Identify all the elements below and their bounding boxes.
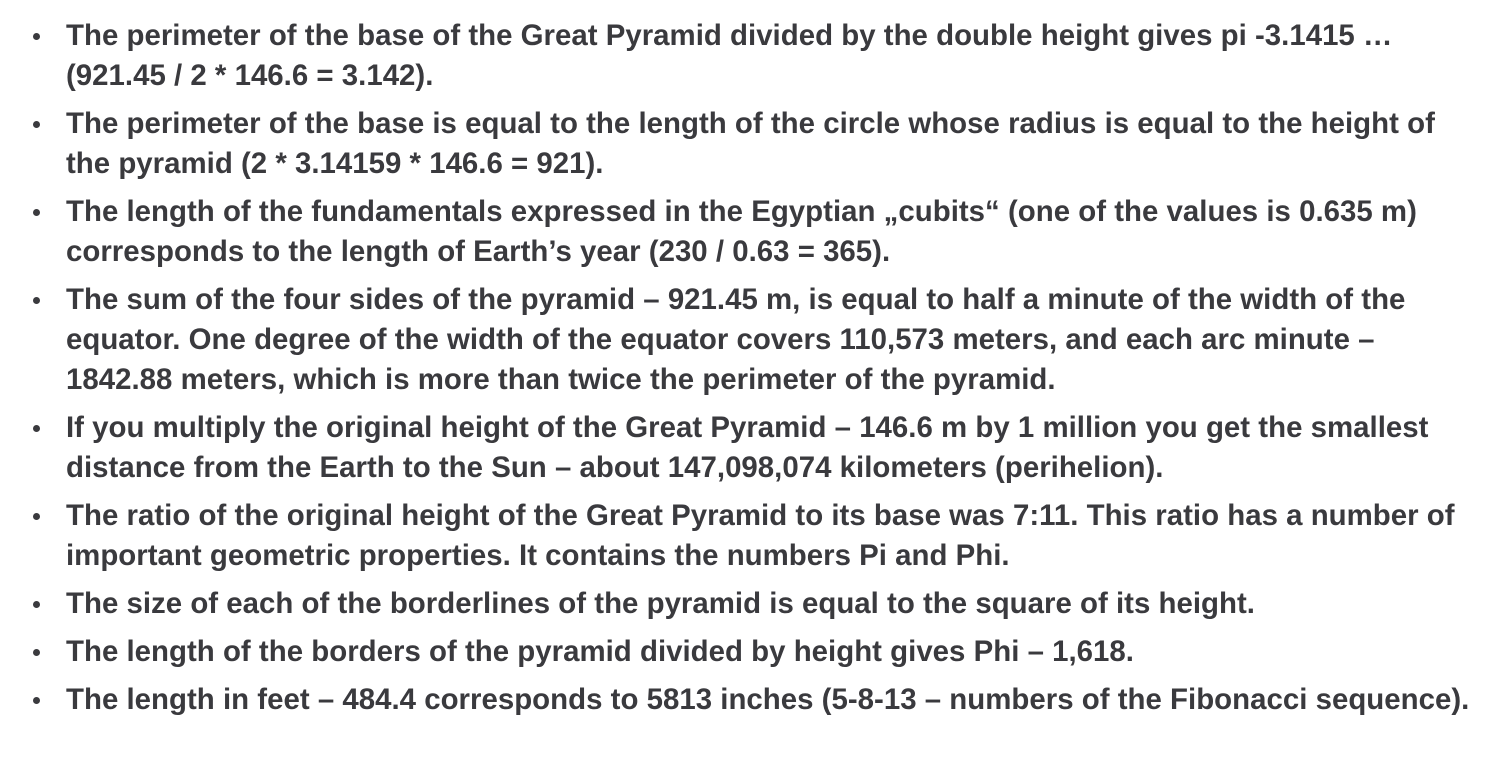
list-item <box>0 280 1494 400</box>
list-item-text: The length of the borders of the pyramid divided by height gives Phi – 1,618. <box>66 635 1134 668</box>
list-item <box>0 496 1494 576</box>
list-item-text: The sum of the four sides of the pyramid – 921.45 m, is equal to half a minute of the width of the equator. One degree of the width of the equator covers 110,573 meters, and each arc minute – 1842.88 meters, which is more than twice the perimeter of the pyramid. <box>66 283 1406 396</box>
bullet-icon <box>33 425 40 432</box>
bullet-icon <box>33 697 40 704</box>
bullet-icon <box>33 601 40 608</box>
bullet-icon <box>33 513 40 520</box>
list-item <box>0 408 1494 488</box>
article-content <box>0 16 1494 728</box>
list-item <box>0 104 1494 184</box>
list-item-text: The length in feet – 484.4 corresponds to 5813 inches (5-8-13 – numbers of the Fibonacci sequence). <box>66 683 1470 716</box>
bullet-icon <box>33 209 40 216</box>
list-item-text: The perimeter of the base is equal to the length of the circle whose radius is equal to the height of the pyramid (2 * 3.14159 * 146.6 = 921). <box>66 107 1435 180</box>
list-item-text: The perimeter of the base of the Great Pyramid divided by the double height gives pi -3.1415 … (921.45 / 2 * 146.6 = 3.142). <box>66 19 1393 92</box>
list-item-text: The length of the fundamentals expressed in the Egyptian „cubits“ (one of the values is 0.635 m) corresponds to the length of Earth’s year (230 / 0.63 = 365). <box>66 195 1417 268</box>
list-item-text: The ratio of the original height of the Great Pyramid to its base was 7:11. This ratio has a number of important geometric properties. It contains the numbers Pi and Phi. <box>66 499 1455 572</box>
bullet-icon <box>33 297 40 304</box>
list-item <box>0 584 1494 624</box>
bullet-icon <box>33 121 40 128</box>
bullet-icon <box>33 649 40 656</box>
facts-list <box>0 16 1494 720</box>
list-item <box>0 192 1494 272</box>
bullet-icon <box>33 33 40 40</box>
list-item-text: If you multiply the original height of the Great Pyramid – 146.6 m by 1 million you get the smallest distance from the Earth to the Sun – about 147,098,074 kilometers (perihelion). <box>66 411 1429 484</box>
list-item-text: The size of each of the borderlines of the pyramid is equal to the square of its height. <box>66 587 1255 620</box>
list-item <box>0 632 1494 672</box>
list-item <box>0 680 1494 720</box>
list-item <box>0 16 1494 96</box>
